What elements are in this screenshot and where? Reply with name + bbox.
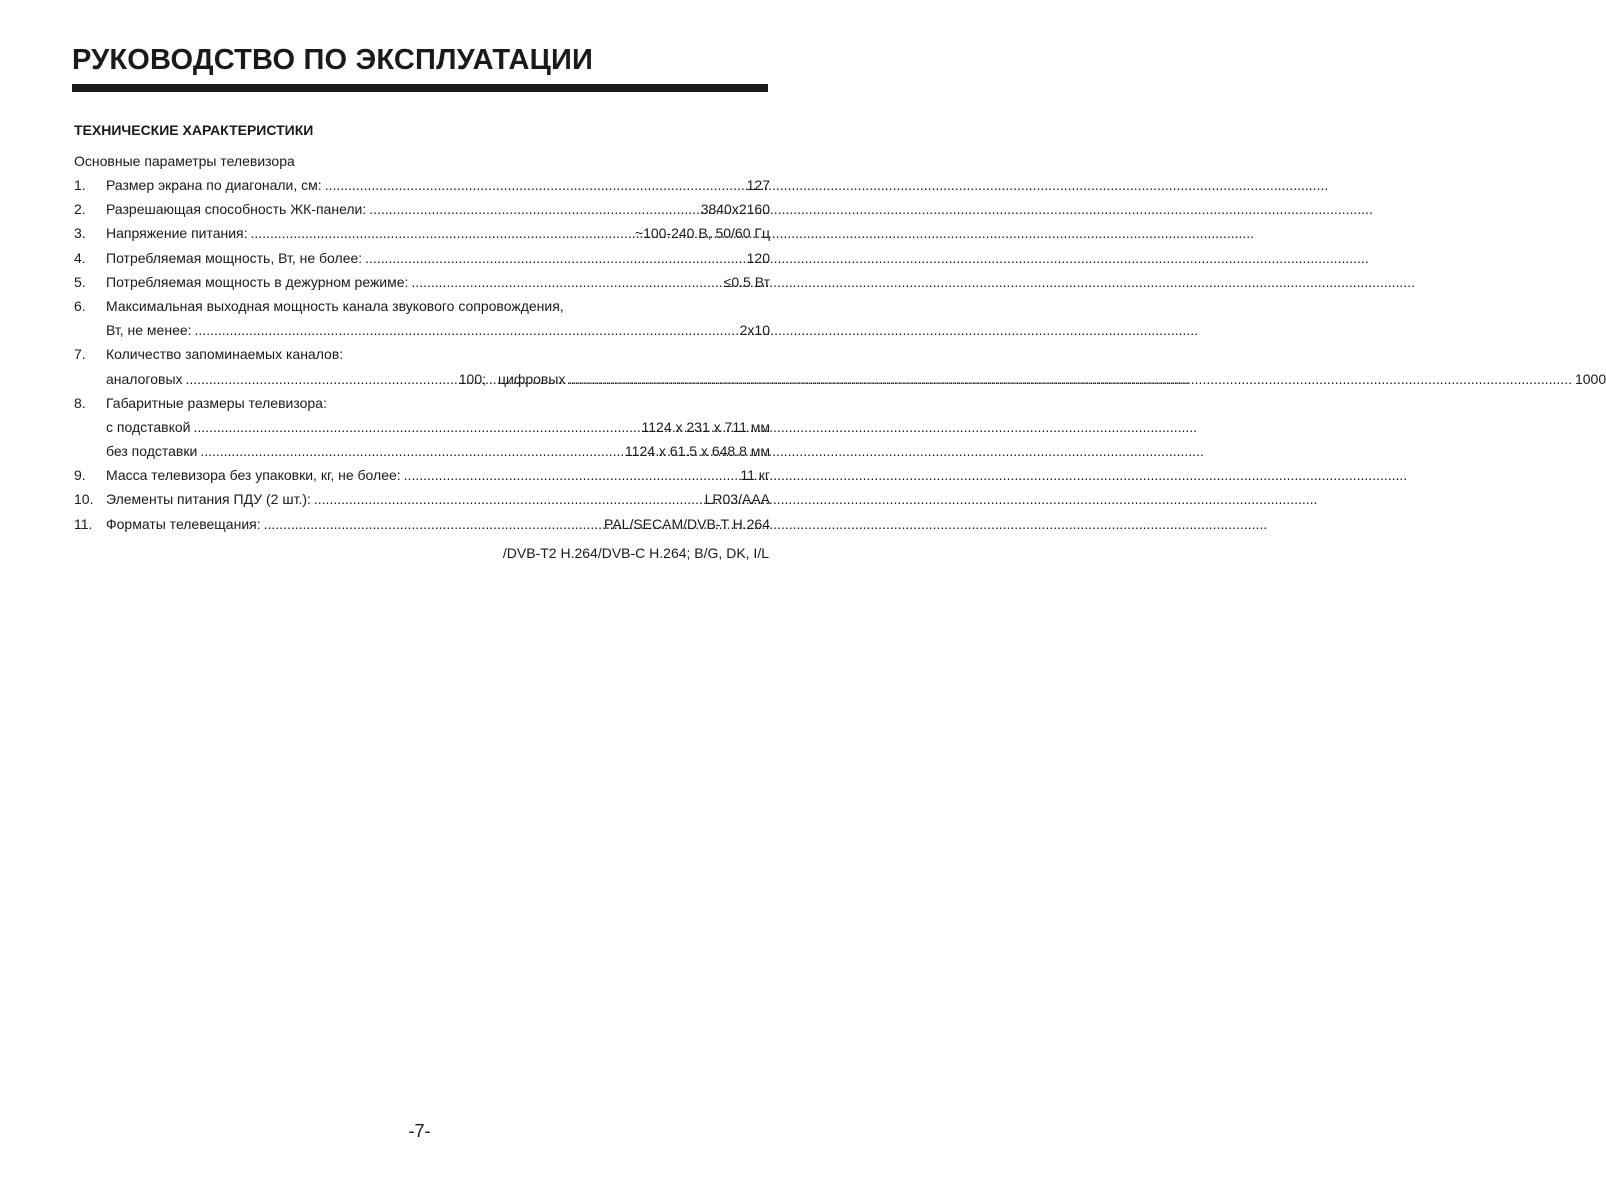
spec-number: 11. (74, 515, 93, 532)
spec-label: Потребляемая мощность, Вт, не более: (106, 249, 363, 266)
dot-leader (568, 367, 1572, 391)
spec-value: 120 (746, 249, 770, 266)
spec-row-dimensions (74, 391, 770, 415)
spec-value: 1124 x 231 x 711 мм (641, 418, 770, 435)
spec-value: 11 кг (740, 467, 770, 484)
spec-value: LR03/AAA (704, 491, 770, 508)
spec-number: 8. (74, 394, 86, 411)
spec-label: Вт, не менее: (106, 322, 192, 339)
spec-label: Габаритные размеры телевизора: (106, 394, 327, 411)
spec-row-voltage (74, 221, 770, 245)
page-number: -7- (408, 1121, 431, 1141)
spec-number: 4. (74, 249, 86, 266)
spec-row-audio-power-cont (74, 318, 770, 342)
spec-number: 6. (74, 297, 86, 314)
dot-leader (200, 439, 622, 463)
spec-row-audio-power (74, 294, 770, 318)
spec-row-dimensions-without-stand (74, 439, 770, 463)
analog-channels-label: аналоговых (106, 370, 183, 387)
dot-leader (186, 367, 456, 391)
spec-value: PAL/SECAM/DVB-T H.264 (604, 515, 770, 532)
spec-number: 3. (74, 225, 86, 242)
spec-number: 7. (74, 346, 86, 363)
spec-row-power (74, 246, 770, 270)
spec-label: Форматы телевещания: (106, 515, 261, 532)
spec-label: Масса телевизора без упаковки, кг, не более: (106, 467, 401, 484)
dot-leader (365, 246, 743, 270)
spec-value: 3840x2160 (700, 201, 770, 218)
spec-number: 2. (74, 201, 86, 218)
dot-leader (314, 487, 702, 511)
spec-row-batteries (74, 487, 770, 511)
spec-label: с подставкой (106, 418, 191, 435)
dot-leader (195, 318, 737, 342)
spec-row-broadcast-formats (74, 512, 770, 536)
spec-label: Элементы питания ПДУ (2 шт.): (106, 491, 311, 508)
spec-row-channels (74, 342, 770, 366)
spec-label: без подставки (106, 443, 198, 460)
spec-value: 2x10 (739, 322, 770, 339)
spec-value: 127 (746, 177, 770, 193)
spec-label: Максимальная выходная мощность канала звукового сопровождения, (106, 297, 564, 314)
spec-value: ~100-240 В, 50/60 Гц (634, 225, 770, 242)
spec-value: ≤0.5 Вт (723, 273, 770, 290)
dot-leader (251, 221, 632, 245)
section-subtitle: Основные параметры телевизора (74, 153, 295, 169)
spec-number: 5. (74, 273, 86, 290)
page-title: РУКОВОДСТВО ПО ЭКСПЛУАТАЦИИ (72, 44, 594, 76)
digital-channels-value: 1000 (1574, 370, 1606, 387)
spec-row-dimensions-with-stand (74, 415, 770, 439)
spec-label: Напряжение питания: (106, 225, 248, 242)
broadcast-formats-continuation: /DVB-T2 H.264/DVB-C H.264; B/G, DK, I/L (502, 545, 769, 561)
spec-number: 1. (74, 177, 86, 193)
spec-row-standby-power (74, 270, 770, 294)
dot-leader (369, 197, 697, 221)
dot-leader (404, 463, 738, 487)
spec-number: 10. (74, 491, 94, 508)
spec-label: Размер экрана по диагонали, см: (106, 177, 322, 193)
spec-label: Количество запоминаемых каналов: (106, 346, 344, 363)
dot-leader (325, 173, 744, 197)
dot-leader (411, 270, 720, 294)
spec-number: 9. (74, 467, 86, 484)
spec-row-resolution (74, 197, 770, 221)
spec-label: Потребляемая мощность в дежурном режиме: (106, 273, 409, 290)
dot-leader (194, 415, 639, 439)
digital-channels-label: цифровых (498, 370, 566, 387)
title-underline (72, 84, 768, 92)
analog-channels-value: 100; (458, 370, 486, 387)
spec-row-weight (74, 463, 770, 487)
spec-row-channels-values (74, 367, 1606, 391)
section-title: ТЕХНИЧЕСКИЕ ХАРАКТЕРИСТИКИ (74, 122, 314, 138)
spec-list (74, 173, 1606, 536)
spec-label: Разрешающая способность ЖК-панели: (106, 201, 367, 218)
spec-value: 1124 x 61.5 x 648.8 мм (624, 443, 770, 460)
spec-row-screen-size (74, 173, 770, 197)
dot-leader (264, 512, 601, 536)
